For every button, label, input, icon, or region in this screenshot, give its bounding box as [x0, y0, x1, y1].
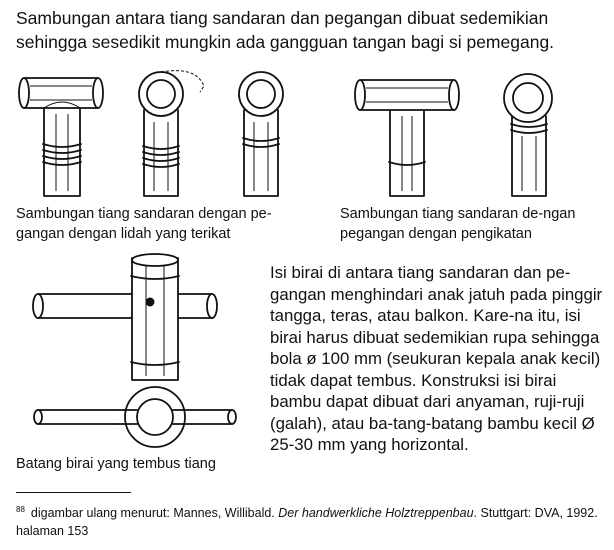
footnote: [16, 501, 606, 540]
footnote-number: 88: [16, 505, 25, 514]
binding-joint-illustration: [350, 66, 590, 206]
footnote-book-title: Der handwerkliche Holztreppenbau: [278, 506, 474, 520]
caption-binding-joint: Sambungan tiang sandaran de-ngan pegangan dengan pengikatan: [340, 206, 576, 242]
footnote-prefix: digambar ulang menurut: Mannes, Willibald.: [30, 506, 279, 520]
body-paragraph: Isi birai di antara tiang sandaran dan pe-gangan menghindari anak jatuh pada pinggir tangga, teras, atau balkon. Kare-na itu, isi birai harus dibuat sedemikian rupa sehingga bola ø 100 mm (seukuran kepala anak kecil) tidak dapat tembus. Konstruksi isi birai bambu dapat dibuat dari anyaman, ruji-ruji (galah), atau ba-tang-batang bambu kecil Ø 25-30 mm yang horizontal.: [270, 263, 603, 454]
footnote-suffix: . Stuttgart: DVA, 1992. halaman 153: [16, 506, 598, 538]
caption-tongue-joint: Sambungan tiang sandaran dengan pe-gangan dengan lidah yang terikat: [16, 206, 272, 242]
intro-paragraph: Sambungan antara tiang sandaran dan pegangan dibuat sedemikian sehingga sesedikit mungkin ada gangguan tangan bagi si pemegang.: [16, 8, 555, 52]
through-post-illustration: [28, 252, 258, 452]
footnote-divider: [16, 492, 131, 493]
tongue-joint-illustration: [16, 66, 316, 206]
caption-through-post: Batang birai yang tembus tiang: [16, 456, 216, 472]
